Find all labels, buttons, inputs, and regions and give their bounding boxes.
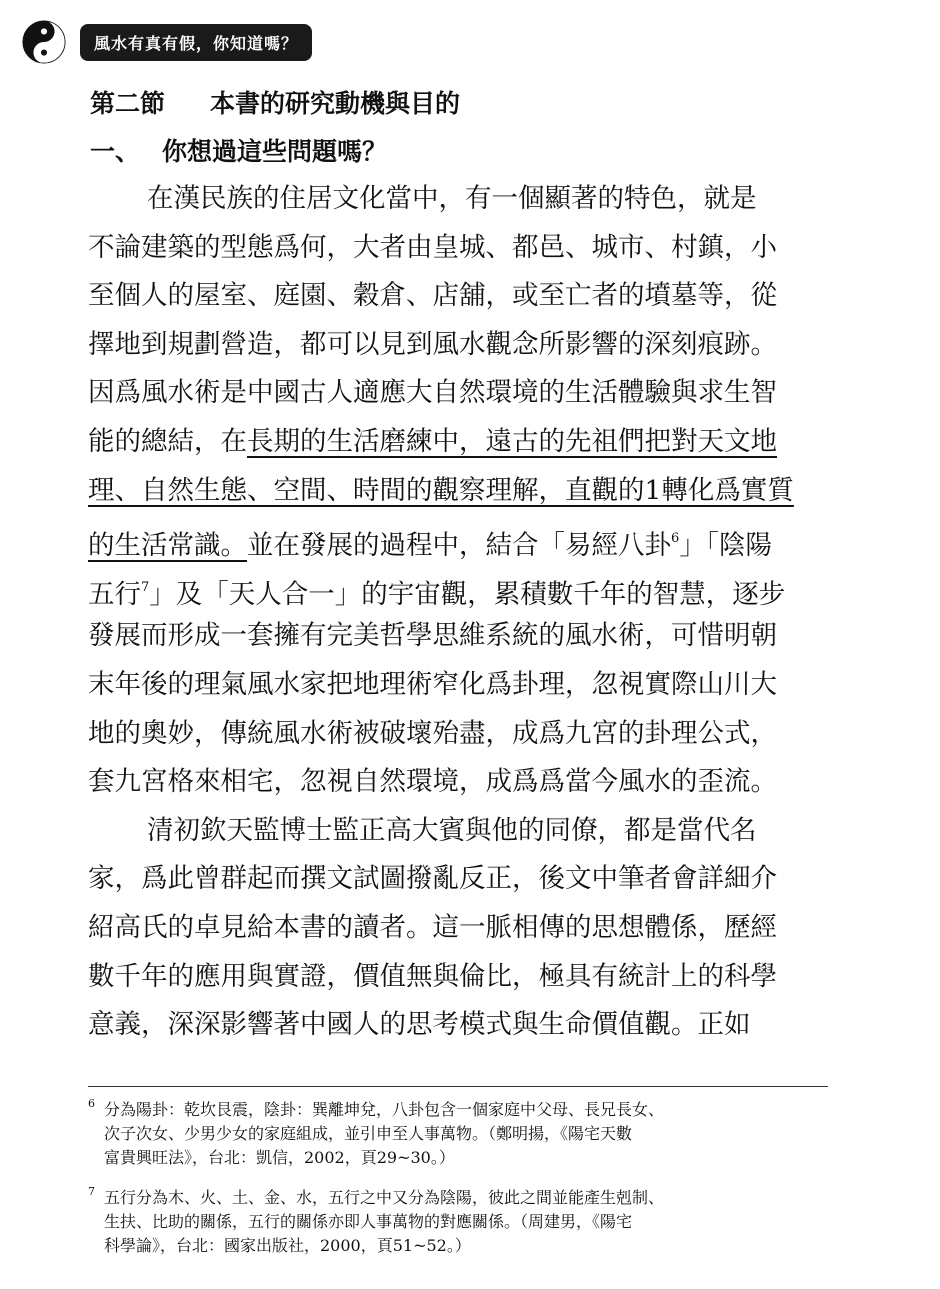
text-line: 不論建築的型態爲何，大者由皇城、都邑、城市、村鎮，小 xyxy=(88,231,777,263)
text-line: 末年後的理氣風水家把地理術窄化爲卦理，忽視實際山川大 xyxy=(88,668,777,700)
book-title-pill: 風水有真有假，你知道嗎？ xyxy=(80,24,312,61)
subsection-title: 你想過這些問題嗎？ xyxy=(162,137,388,166)
text-line: 至個人的屋室、庭園、穀倉、店舖，或至亡者的墳墓等，從 xyxy=(88,280,777,312)
text-line: 清初欽天監博士監正高大賓與他的同僚，都是當代名 xyxy=(147,814,757,846)
text-span: 並在發展的過程中，結合「易經八卦 xyxy=(247,530,671,562)
text-line xyxy=(88,515,830,564)
page-header xyxy=(22,14,312,70)
yin-yang-icon xyxy=(22,20,66,64)
footnote-7 xyxy=(88,1186,830,1258)
body-text xyxy=(88,175,830,1050)
footnotes xyxy=(88,1098,830,1274)
text-span: 五行 xyxy=(88,578,141,610)
section-heading xyxy=(90,84,460,120)
subsection-number: 一、 xyxy=(90,137,141,166)
section-title: 本書的研究動機與目的 xyxy=(210,89,461,118)
footnote-mark: 6 xyxy=(88,1097,95,1110)
text-line: 地的奧妙，傳統風水術被破壞殆盡，成爲九宮的卦理公式， xyxy=(88,717,777,749)
footnote-ref-6[interactable]: 6 xyxy=(671,531,680,547)
text-line xyxy=(88,467,830,516)
footnote-mark: 7 xyxy=(88,1185,95,1198)
text-line: 紹高氏的卓見給本書的讀者。這一脈相傳的思想體係，歷經 xyxy=(88,911,777,943)
underlined-text: 理、自然生態、空間、時間的觀察理解，直觀的1轉化爲實質 xyxy=(88,474,794,506)
footnote-ref-7[interactable]: 7 xyxy=(141,579,150,595)
underlined-text: 長期的生活磨練中，遠古的先祖們把對天文地 xyxy=(247,425,777,457)
text-line xyxy=(88,418,830,467)
footnote-line: 次子次女、少男少女的家庭組成，並引申至人事萬物。（鄭明揚，《陽宅天數 xyxy=(104,1124,633,1143)
footnote-line: 五行分為木、火、土、金、水，五行之中又分為陰陽，彼此之間並能產生剋制、 xyxy=(104,1188,665,1207)
footnote-divider xyxy=(88,1086,828,1087)
subsection-heading xyxy=(90,132,387,168)
text-span: 能的總結，在 xyxy=(88,425,247,457)
footnote-line: 科學論》，台北：國家出版社，2000，頁51~52。） xyxy=(104,1236,471,1255)
footnote-line: 分為陽卦：乾坎艮震，陰卦：巽離坤兌，八卦包含一個家庭中父母、長兄長女、 xyxy=(104,1100,665,1119)
text-line: 在漢民族的住居文化當中，有一個顯著的特色，就是 xyxy=(147,183,757,214)
section-number: 第二節 xyxy=(90,89,166,118)
text-line: 發展而形成一套擁有完美哲學思維系統的風水術，可惜明朝 xyxy=(88,620,777,652)
footnote-line: 生扶、比助的關係，五行的關係亦即人事萬物的對應關係。（周建男，《陽宅 xyxy=(104,1212,633,1231)
text-line: 意義，深深影響著中國人的思考模式與生命價值觀。正如 xyxy=(88,1009,751,1041)
underlined-text: 的生活常識。 xyxy=(88,530,247,562)
text-line: 因爲風水術是中國古人適應大自然環境的生活體驗與求生智 xyxy=(88,377,777,409)
text-line: 擇地到規劃營造，都可以見到風水觀念所影響的深刻痕跡。 xyxy=(88,328,777,360)
text-line xyxy=(88,564,830,613)
footnote-line: 富貴興旺法》，台北：凱信，2002，頁29~30。） xyxy=(104,1148,455,1167)
text-span: 」「陰陽 xyxy=(679,530,773,562)
text-line: 套九宮格來相宅，忽視自然環境，成爲爲當今風水的歪流。 xyxy=(88,766,777,798)
footnote-6 xyxy=(88,1098,830,1170)
text-line: 數千年的應用與實證，價值無與倫比，極具有統計上的科學 xyxy=(88,960,777,992)
text-line: 家，爲此曾群起而撰文試圖撥亂反正，後文中筆者會詳細介 xyxy=(88,863,777,895)
text-span: 」及「天人合一」的宇宙觀，累積數千年的智慧，逐步 xyxy=(149,578,786,610)
